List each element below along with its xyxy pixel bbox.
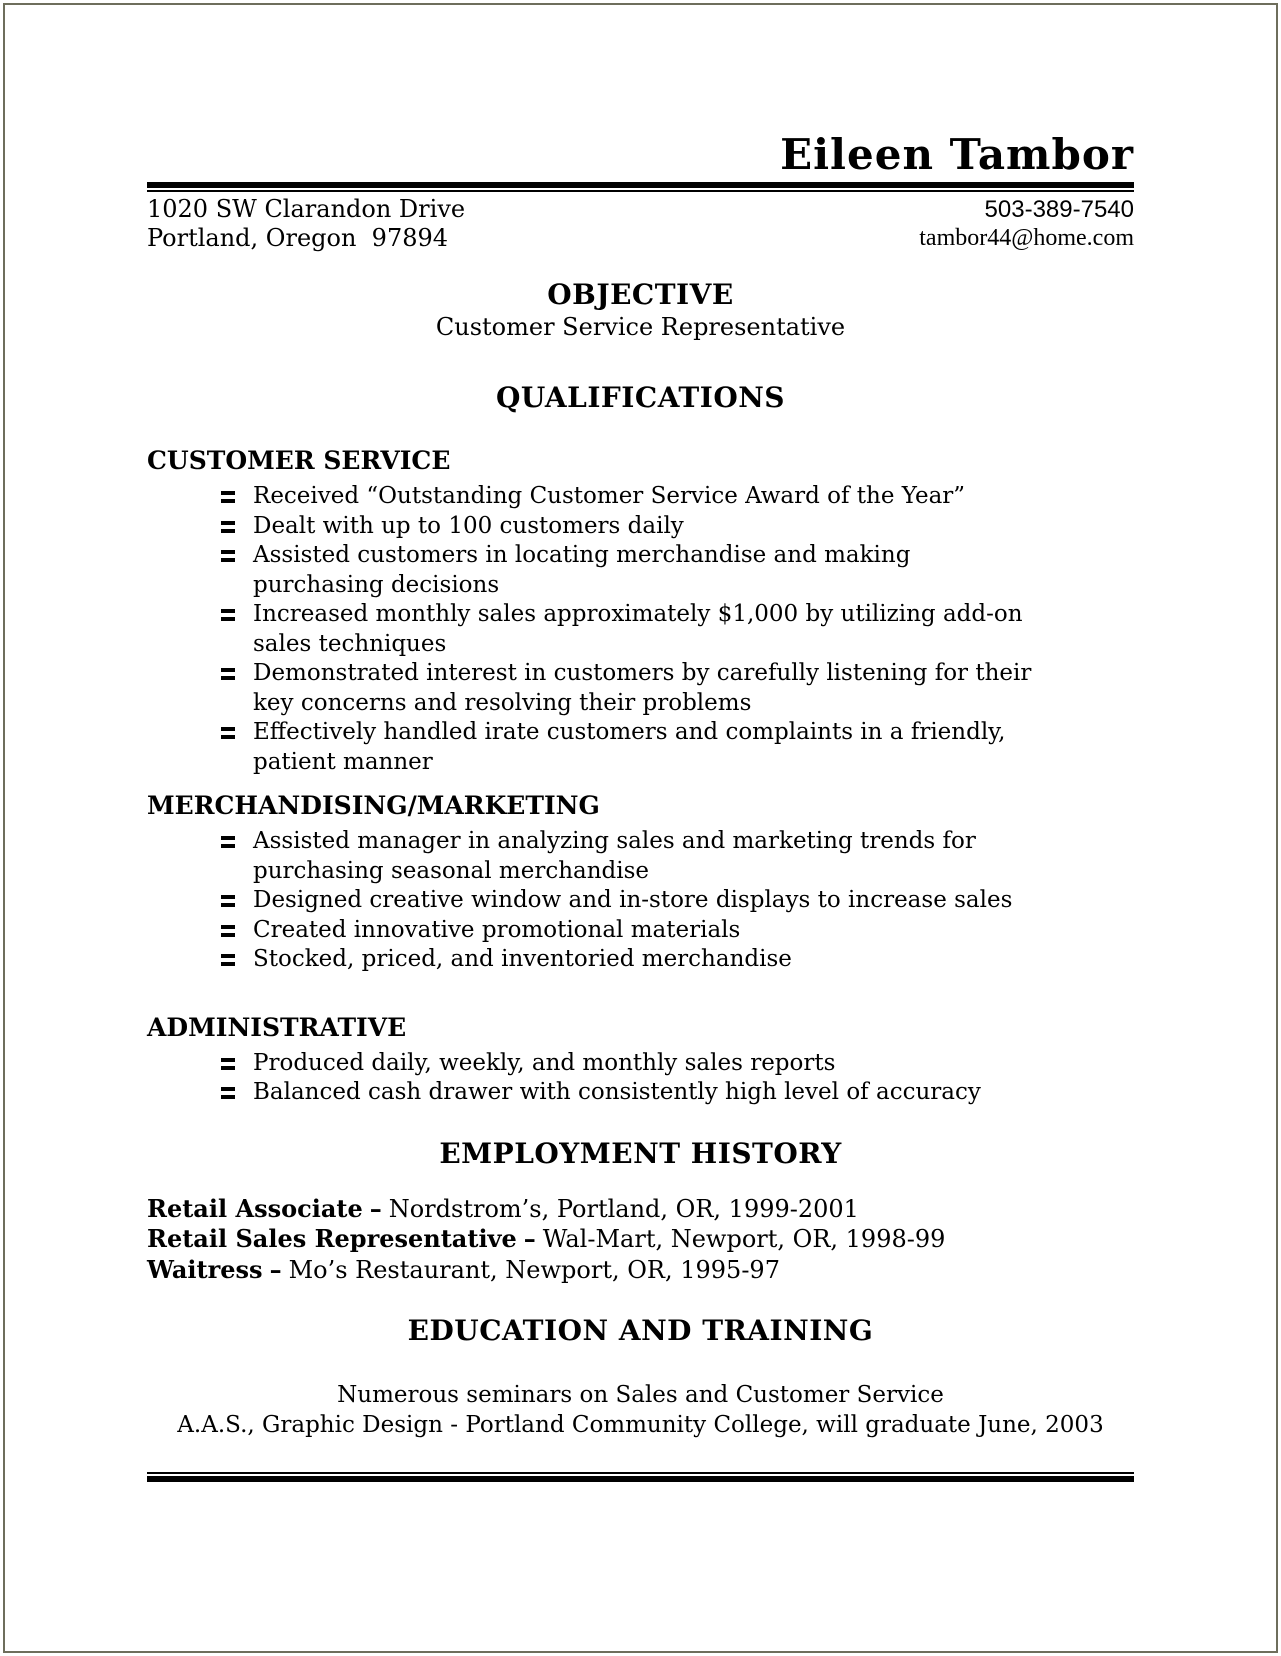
bullet-item: [147, 541, 1043, 600]
bullet-text: Effectively handled irate customers and complaints in a friendly, patient manner: [253, 719, 1006, 775]
objective-text: Customer Service Representative: [435, 313, 846, 341]
bullet-icon: [221, 550, 235, 562]
bullet-text: Assisted customers in locating merchandise and making purchasing decisions: [253, 542, 911, 598]
job-detail: Nordstrom’s, Portland, OR, 1999-2001: [388, 1194, 859, 1223]
job-line: [147, 1194, 1134, 1225]
address-line-2: Portland, Oregon 97894: [147, 224, 449, 252]
education-lines: [147, 1381, 1134, 1440]
bullet-text: Stocked, priced, and inventoried merchandise: [253, 946, 792, 972]
person-name: Eileen Tambor: [780, 130, 1134, 179]
section-title: CUSTOMER SERVICE: [147, 446, 451, 475]
bullet-icon: [221, 609, 235, 621]
section-administrative: [147, 1013, 1134, 1108]
education-heading: EDUCATION AND TRAINING: [407, 1314, 874, 1347]
employment-history-list: [147, 1194, 1134, 1286]
bullet-list: [147, 827, 1134, 975]
resume-page: [147, 0, 1134, 1482]
address-line-1: 1020 SW Clarandon Drive: [147, 195, 466, 223]
objective-heading: OBJECTIVE: [547, 278, 734, 311]
bullet-icon: [221, 727, 235, 739]
bullet-text: Created innovative promotional materials: [253, 916, 741, 943]
bullet-item: [147, 600, 1043, 659]
bullet-icon: [221, 836, 235, 848]
section-title: ADMINISTRATIVE: [147, 1012, 407, 1042]
bullet-icon: [221, 954, 235, 966]
education-line: Numerous seminars on Sales and Customer Service: [337, 1382, 944, 1408]
bullet-icon: [221, 1087, 235, 1099]
job-separator: –: [369, 1193, 382, 1223]
job-detail: Mo’s Restaurant, Newport, OR, 1995-97: [288, 1255, 780, 1284]
bullet-icon: [221, 491, 235, 503]
section-title: MERCHANDISING/MARKETING: [147, 791, 600, 820]
email-address: tambor44@home.com: [919, 225, 1134, 251]
bullet-text: Increased monthly sales approximately $1,000 by utilizing add-on sales techniques: [253, 601, 1023, 657]
header-rule: [147, 182, 1134, 192]
footer-rule: [147, 1472, 1134, 1482]
bullet-text: Received “Outstanding Customer Service Award of the Year”: [253, 483, 966, 509]
section-customer-service: [147, 446, 1134, 777]
contact-row: [147, 195, 1134, 253]
bullet-item: [147, 718, 1043, 777]
bullet-list: [147, 1049, 1134, 1108]
header-rule-thin-line: [147, 190, 1134, 192]
address-block: [147, 195, 465, 253]
bullet-text: Demonstrated interest in customers by carefully listening for their key concerns and resolving their problems: [253, 660, 1032, 716]
job-detail: Wal-Mart, Newport, OR, 1998-99: [542, 1225, 946, 1253]
job-line: [147, 1255, 1134, 1286]
bullet-item: [147, 886, 1043, 916]
bullet-item: [147, 1049, 1043, 1079]
bullet-list: [147, 482, 1134, 777]
bullet-item: [147, 659, 1043, 718]
bullet-item: [147, 916, 1043, 946]
bullet-icon: [221, 895, 235, 907]
bullet-text: Designed creative window and in-store displays to increase sales: [253, 887, 1013, 913]
bullet-text: Assisted manager in analyzing sales and marketing trends for purchasing seasonal merchandise: [253, 828, 976, 884]
bullet-icon: [221, 925, 235, 937]
job-separator: –: [269, 1254, 282, 1284]
bullet-text: Dealt with up to 100 customers daily: [253, 512, 684, 539]
section-merchandising-marketing: [147, 791, 1134, 975]
job-title: Waitress: [147, 1254, 263, 1284]
job-title: Retail Sales Representative: [147, 1224, 517, 1253]
qualifications-heading: QUALIFICATIONS: [495, 381, 786, 414]
job-line: [147, 1224, 1134, 1255]
job-title: Retail Associate: [147, 1193, 363, 1223]
bullet-icon: [221, 521, 235, 533]
bullet-item: [147, 512, 1043, 542]
bullet-item: [147, 1078, 1043, 1108]
bullet-text: Produced daily, weekly, and monthly sales reports: [253, 1049, 836, 1076]
education-line: A.A.S., Graphic Design - Portland Community College, will graduate June, 2003: [177, 1411, 1104, 1438]
employment-heading: EMPLOYMENT HISTORY: [439, 1136, 842, 1170]
bullet-item: [147, 482, 1043, 512]
job-separator: –: [523, 1224, 536, 1253]
bullet-item: [147, 827, 1043, 886]
footer-rule-thick-line: [147, 1476, 1134, 1482]
contact-block: [919, 195, 1134, 253]
bullet-icon: [221, 668, 235, 680]
bullet-item: [147, 945, 1043, 975]
bullet-text: Balanced cash drawer with consistently high level of accuracy: [253, 1079, 981, 1105]
bullet-icon: [221, 1058, 235, 1070]
phone-number: 503-389-7540: [984, 196, 1134, 223]
